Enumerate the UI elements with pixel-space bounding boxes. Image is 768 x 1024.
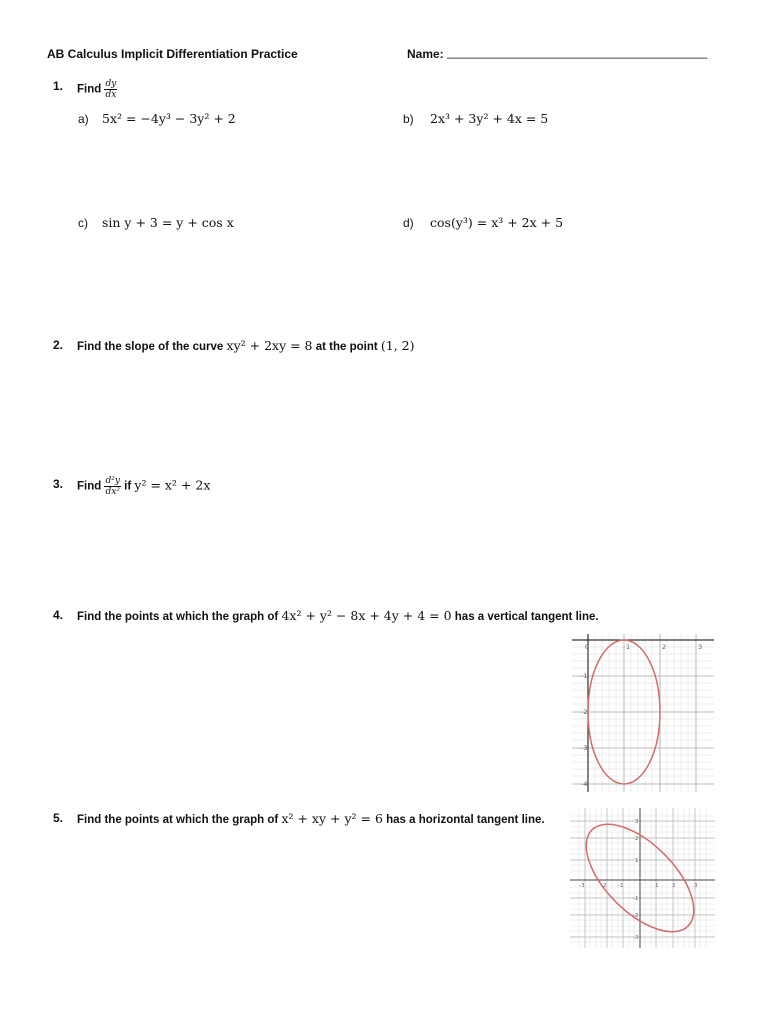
q2-text-mid: at the point — [315, 341, 378, 353]
q4-ytick-2: -2 — [581, 708, 588, 716]
q2-point: (1, 2) — [380, 338, 415, 353]
q5-equation: x² + xy + y² = 6 — [281, 811, 383, 826]
q5-xtick-neg2: -2 — [601, 883, 607, 889]
q5-minor-grid — [570, 808, 715, 948]
worksheet-title: AB Calculus Implicit Differentiation Practice — [47, 47, 298, 61]
q1-frac-bottom: dx — [105, 90, 117, 100]
q2-text — [77, 338, 415, 353]
q1-find: Find — [77, 83, 102, 96]
q5-ytick-neg2: -2 — [633, 913, 639, 919]
q5-number: 5. — [53, 811, 64, 825]
q5-xtick-neg3: -3 — [579, 883, 585, 889]
q5-text-after: has a horizontal tangent line. — [386, 814, 545, 826]
q4-text-after: has a vertical tangent line. — [454, 611, 599, 623]
q5-ellipse-curve — [570, 808, 712, 948]
q4-text — [77, 608, 599, 623]
q1b-equation: 2x³ + 3y² + 4x = 5 — [430, 111, 549, 126]
q5-text — [77, 811, 545, 826]
q3-frac-top: d²y — [105, 476, 120, 486]
q4-xtick-2: 2 — [662, 643, 667, 651]
q5-ytick-neg3: -3 — [633, 935, 639, 941]
q4-number: 4. — [53, 608, 64, 622]
q2-text-before: Find the slope of the curve — [77, 341, 224, 353]
q5-ytick-neg1: -1 — [633, 896, 639, 902]
q1d-equation: cos(y³) = x³ + 2x + 5 — [430, 215, 564, 230]
q5-xtick-neg1: -1 — [618, 883, 624, 889]
q1a-label: a) — [78, 112, 89, 126]
q4-minor-grid — [572, 634, 714, 792]
q3-text — [77, 476, 210, 497]
q5-ellipse-graph — [570, 808, 715, 948]
q4-ytick-3: -3 — [581, 744, 588, 752]
q5-xtick-3: 3 — [694, 883, 698, 889]
q5-text-before: Find the points at which the graph of — [77, 814, 279, 826]
q4-xtick-3: 3 — [698, 643, 703, 651]
q5-ytick-3: 3 — [635, 819, 639, 825]
q4-ytick-1: -1 — [581, 672, 588, 680]
name-line: _______________________________________ — [447, 45, 708, 59]
q3-equation: y² = x² + 2x — [134, 477, 211, 493]
q5-xtick-2: 2 — [672, 883, 676, 889]
q3-if: if — [124, 480, 132, 493]
q4-ellipse-graph — [572, 634, 714, 792]
q1d-label: d) — [403, 216, 414, 230]
q3-frac-bottom: dx² — [105, 487, 120, 497]
q5-ytick-1: 1 — [635, 858, 639, 864]
q1c-equation: sin y + 3 = y + cos x — [102, 215, 234, 230]
q4-ytick-4: -4 — [581, 780, 588, 788]
q3-fraction — [104, 476, 120, 497]
q4-major-grid — [572, 634, 714, 792]
q5-xtick-1: 1 — [655, 883, 659, 889]
q1b-label: b) — [403, 112, 414, 126]
q4-xtick-1: 1 — [626, 643, 631, 651]
q3-find: Find — [77, 480, 102, 493]
q3-number: 3. — [53, 477, 64, 491]
name-label: Name: — [407, 47, 444, 61]
q4-text-before: Find the points at which the graph of — [77, 611, 279, 623]
q4-xtick-0: 0 — [585, 643, 590, 651]
q1-number: 1. — [53, 79, 64, 93]
q4-equation: 4x² + y² − 8x + 4y + 4 = 0 — [281, 608, 452, 623]
q1c-label: c) — [78, 216, 88, 230]
q2-number: 2. — [53, 338, 64, 352]
q5-ytick-2: 2 — [635, 836, 639, 842]
q5-major-grid — [570, 808, 715, 948]
q2-equation: xy² + 2xy = 8 — [226, 338, 313, 353]
q1a-equation: 5x² = −4y³ − 3y² + 2 — [102, 111, 236, 126]
q1-frac-top: dy — [105, 79, 117, 89]
q1-fraction — [104, 79, 117, 100]
q1-prompt — [77, 79, 117, 100]
